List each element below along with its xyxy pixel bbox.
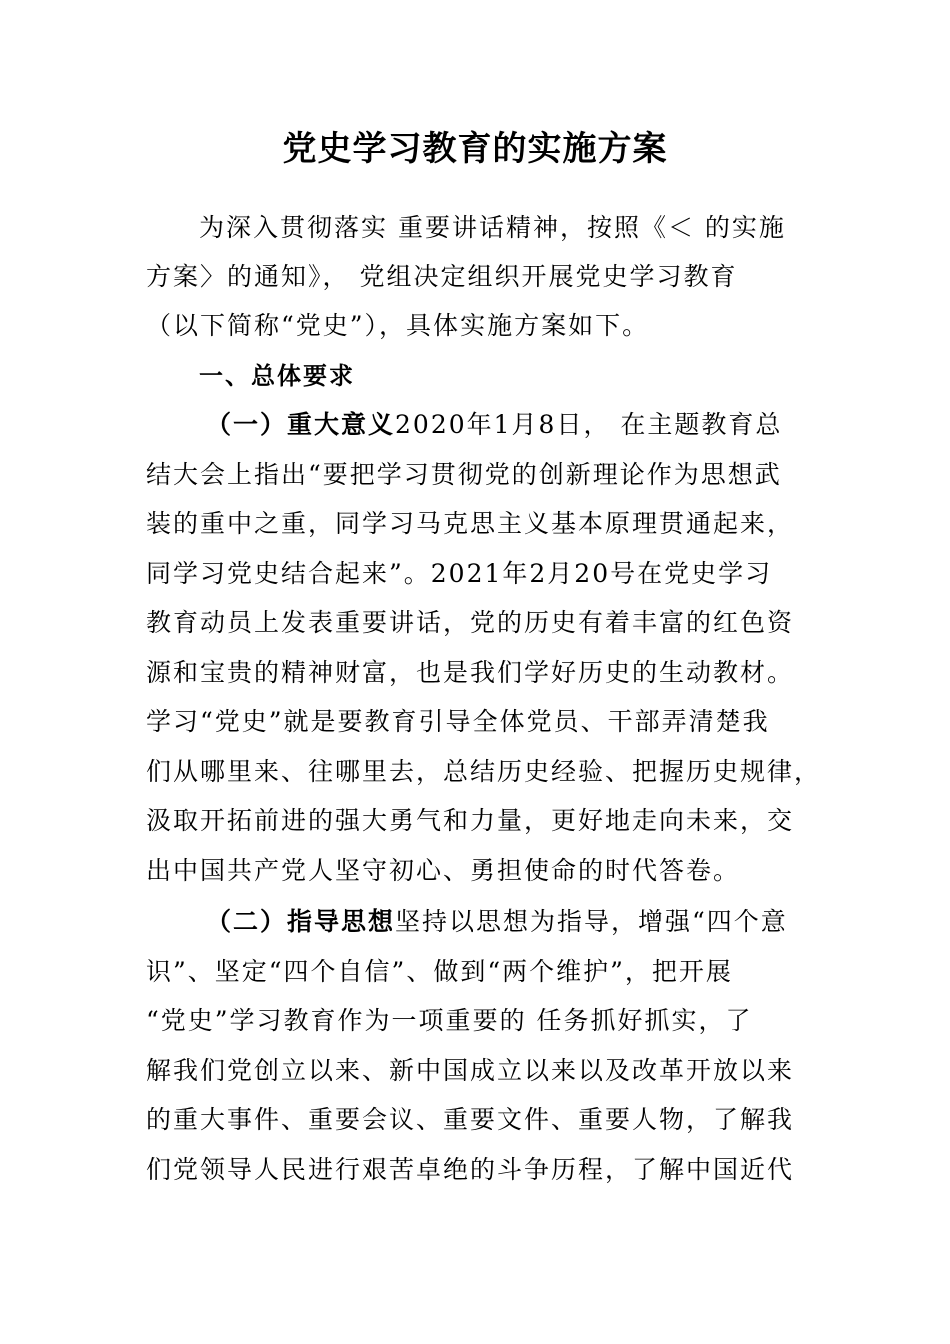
subsection-1-line: 同学习党史结合起来”。2021年2月20号在党史学习	[146, 559, 773, 588]
subsection-1-line: 装的重中之重，同学习马克思主义基本原理贯通起来，	[146, 509, 795, 538]
subsection-1-first-line-text: 2020年1月8日， 在主题教育总	[395, 410, 783, 439]
subsection-2-first-line-text: 坚持以思想为指导，增强“四个意	[395, 907, 788, 936]
subsection-1-line: 出中国共产党人坚守初心、勇担使命的时代答卷。	[146, 856, 741, 885]
section-heading-general-requirements: 一、总体要求	[199, 362, 355, 390]
subsection-1-line: 结大会上指出“要把学习贯彻党的创新理论作为思想武	[146, 460, 782, 489]
subsection-2-first-line	[146, 902, 836, 942]
subsection-1-first-line	[146, 405, 836, 445]
subsection-1-line: 学习“党史”就是要教育引导全体党员、干部弄清楚我	[146, 707, 770, 736]
document-title: 党史学习教育的实施方案	[282, 129, 668, 169]
subsection-2-line: “党史”学习教育作为一项重要的 任务抓好抓实，了	[146, 1006, 753, 1035]
subsection-1-line: 教育动员上发表重要讲话，党的历史有着丰富的红色资	[146, 608, 795, 637]
subsection-2-line: 的重大事件、重要会议、重要文件、重要人物，了解我	[146, 1105, 795, 1134]
intro-line-2: 方案〉的通知》， 党组决定组织开展党史学习教育	[146, 262, 738, 291]
subsection-2-line: 识”、坚定“四个自信”、做到“两个维护”，把开展	[146, 957, 733, 986]
subsection-1-line: 们从哪里来、往哪里去，总结历史经验、把握历史规律，	[146, 757, 822, 786]
subsection-1-label: （一）重大意义	[206, 410, 396, 439]
intro-line-3: （以下简称“党史”），具体实施方案如下。	[146, 311, 650, 340]
subsection-2-line: 解我们党创立以来、新中国成立以来以及改革开放以来	[146, 1056, 795, 1085]
subsection-1-line: 汲取开拓前进的强大勇气和力量，更好地走向未来，交	[146, 806, 795, 835]
subsection-1-line: 源和宝贵的精神财富，也是我们学好历史的生动教材。	[146, 658, 795, 687]
subsection-2-line: 们党领导人民进行艰苦卓绝的斗争历程，了解中国近代	[146, 1155, 795, 1184]
intro-line-1: 为深入贯彻落实 重要讲话精神，按照《＜ 的实施	[199, 213, 786, 242]
subsection-2-label: （二）指导思想	[206, 907, 396, 936]
